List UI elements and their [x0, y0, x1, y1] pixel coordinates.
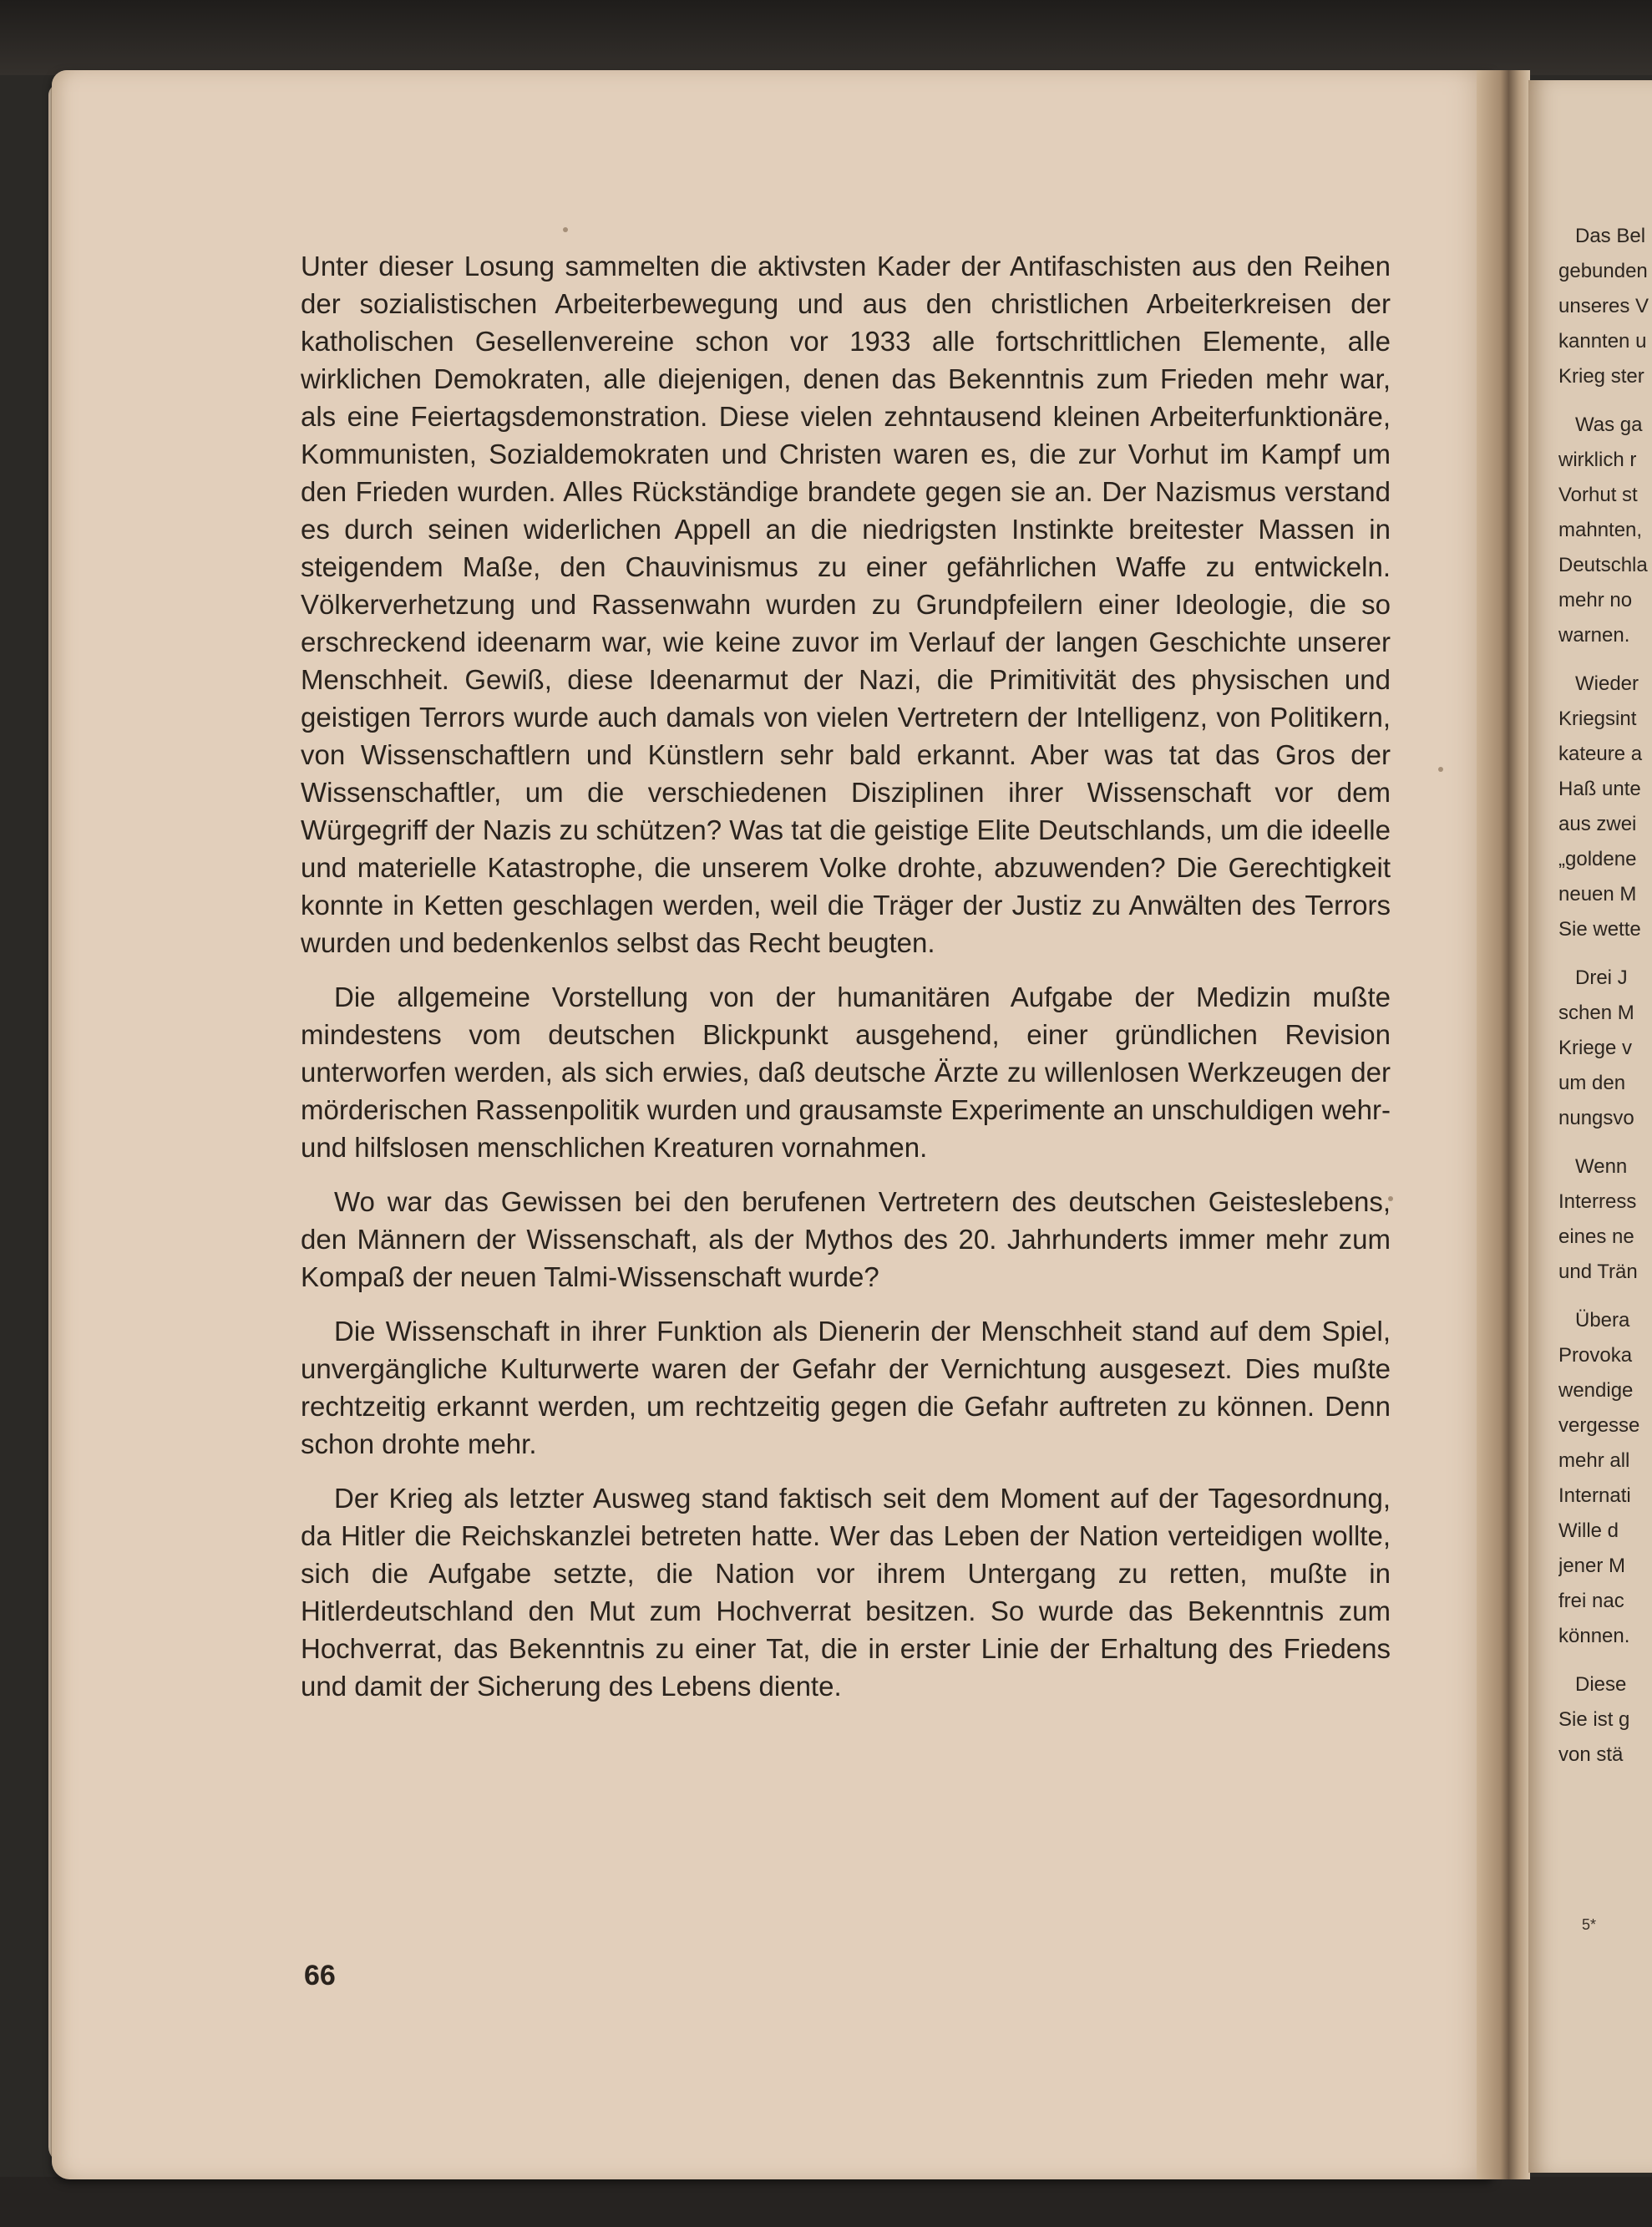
right-page-line: Übera [1575, 1309, 1630, 1332]
body-text [301, 247, 1391, 1722]
book-cover-edge [0, 0, 1652, 75]
paragraph-gap [1558, 1136, 1652, 1149]
book-gutter [1477, 70, 1530, 2179]
right-page-line: mahnten, [1558, 519, 1643, 541]
right-page-line: von stä [1558, 1743, 1624, 1766]
right-page-line: Internati [1558, 1484, 1631, 1507]
right-page-line: Was ga [1575, 413, 1643, 436]
right-page-text [1558, 219, 1652, 1773]
right-page-line: vergesse [1558, 1414, 1640, 1437]
right-page-line: kannten u [1558, 330, 1647, 353]
paragraph: Unter dieser Losung sammelten die aktivsten Kader der Antifaschisten aus den Reihen der sozialistischen Arbeiterbewegung und aus den christlichen Arbeiterkreisen der katholischen Gesellenvereine schon vor 1933 alle fortschrittlichen Elemente, alle wirklichen Demokraten, alle diejenigen, denen das Bekenntnis zum Frieden mehr war, als eine Feiertagsdemonstration. Diese vielen zehntausend kleinen Arbeiterfunktionäre, Kommunisten, Sozialdemokraten und Christen waren es, die zur Vorhut im Kampf um den Frieden wurden. Alles Rückständige brandete gegen sie an. Der Nazismus verstand es durch seinen widerlichen Appell an die niedrigsten Instinkte breitester Massen in steigendem Maße, den Chauvinismus zu einer gefährlichen Waffe zu entwickeln. Völkerverhetzung und Rassenwahn wurden zu Grundpfeilern einer Ideologie, die so erschreckend ideenarm war, wie keine zuvor im Verlauf der langen Geschichte unserer Menschheit. Gewiß, diese Ideenarmut der Nazi, die Primitivität des physischen und geistigen Terrors wurde auch damals von vielen Vertretern der Intelligenz, von Politikern, von Wissenschaftlern und Künstlern sehr bald erkannt. Aber was tat das Gros der Wissenschaftler, um die verschiedenen Disziplinen ihrer Wissenschaft vor dem Würgegriff der Nazis zu schützen? Was tat die geistige Elite Deutschlands, um die ideelle und materielle Katastrophe, die unserem Volke drohte, abzuwenden? Die Gerechtigkeit konnte in Ketten geschlagen werden, weil die Träger der Justiz zu Anwälten des Terrors wurden und bedenkenlos selbst das Recht beugten. [301, 251, 1391, 958]
paragraph: Wo war das Gewissen bei den berufenen Vertretern des deutschen Geisteslebens, den Männern der Wissenschaft, als der Mythos des 20. Jahrhunderts immer mehr zum Kompaß der neuen Talmi-Wissenschaft wurde? [301, 1186, 1391, 1292]
right-page-line: Deutschla [1558, 554, 1648, 576]
paper-speck [563, 227, 568, 232]
right-page-line: Kriegsint [1558, 708, 1637, 730]
right-page-line: nungsvo [1558, 1107, 1634, 1129]
paragraph: Die allgemeine Vorstellung von der humanitären Aufgabe der Medizin mußte mindestens vom deutschen Blickpunkt ausgehend, einer gründlichen Revision unterworfen werden, als sich erwies, daß deutsche Ärzte zu willenlosen Werkzeugen der mörderischen Rassenpolitik wurden und grausamste Experimente an unschuldigen wehr- und hilfslosen menschlichen Kreaturen vornahmen. [301, 982, 1391, 1163]
right-page-line: und Trän [1558, 1261, 1638, 1283]
paragraph-gap [1558, 653, 1652, 667]
right-page-line: schen M [1558, 1002, 1634, 1024]
right-page-line: mehr no [1558, 589, 1633, 611]
right-page-line: eines ne [1558, 1225, 1634, 1248]
paragraph-gap [1558, 394, 1652, 408]
right-page-line: frei nac [1558, 1590, 1624, 1612]
paragraph-gap [1558, 947, 1652, 961]
page-number: 66 [304, 1960, 336, 1991]
right-page-line: „goldene [1558, 848, 1637, 870]
right-page-line: unseres V [1558, 295, 1649, 317]
paragraph: Die Wissenschaft in ihrer Funktion als Dienerin der Menschheit stand auf dem Spiel, unvergängliche Kulturwerte waren der Gefahr der Vernichtung ausgesezt. Dies mußte rechtzeitig erkannt werden, um rechtzeitig gegen die Gefahr auftreten zu können. Denn schon drohte mehr. [301, 1316, 1391, 1459]
right-page-line: Sie ist g [1558, 1708, 1630, 1731]
right-page-line: können. [1558, 1625, 1630, 1647]
paragraph: Der Krieg als letzter Ausweg stand faktisch seit dem Moment auf der Tagesordnung, da Hitler die Reichskanzlei betreten hatte. Wer das Leben der Nation verteidigen wollte, sich die Aufgabe setzte, die Nation vor ihrem Untergang zu retten, mußte in Hitlerdeutschland den Mut zum Hochverrat besitzen. So wurde das Bekenntnis zum Hochverrat, das Bekenntnis zu einer Tat, die in erster Linie der Erhaltung des Friedens und damit der Sicherung des Lebens diente. [301, 1483, 1391, 1702]
right-page-line: Diese [1575, 1673, 1627, 1696]
right-page-line: um den [1558, 1072, 1626, 1094]
right-page-line: Provoka [1558, 1344, 1633, 1367]
signature-mark: 5* [1582, 1916, 1597, 1933]
right-page-line: gebunden [1558, 260, 1648, 282]
paragraph-gap [1558, 1654, 1652, 1667]
paper-speck [1438, 767, 1443, 772]
right-page-line: Haß unte [1558, 778, 1641, 800]
right-page-line: Wille d [1558, 1519, 1619, 1542]
background-surface [0, 2177, 1652, 2227]
right-page-line: Interress [1558, 1190, 1637, 1213]
right-page-line: jener M [1558, 1555, 1626, 1577]
right-page-line: Wieder [1575, 672, 1639, 695]
right-page-line: wirklich r [1558, 449, 1637, 471]
right-page-line: Kriege v [1558, 1037, 1633, 1059]
right-page-line: Das Bel [1575, 225, 1646, 247]
right-page-line: kateure a [1558, 743, 1643, 765]
right-page-line: neuen M [1558, 883, 1637, 906]
right-page-line: Vorhut st [1558, 484, 1638, 506]
right-page-line: warnen. [1558, 624, 1630, 647]
right-page-line: Wenn [1575, 1155, 1628, 1178]
right-page-line: wendige [1558, 1379, 1634, 1402]
right-page-line: Drei J [1575, 966, 1628, 989]
paragraph-gap [1558, 1290, 1652, 1303]
right-page-line: Sie wette [1558, 918, 1641, 941]
right-page-line: aus zwei [1558, 813, 1637, 835]
right-page-line: mehr all [1558, 1449, 1630, 1472]
right-page-line: Krieg ster [1558, 365, 1644, 388]
